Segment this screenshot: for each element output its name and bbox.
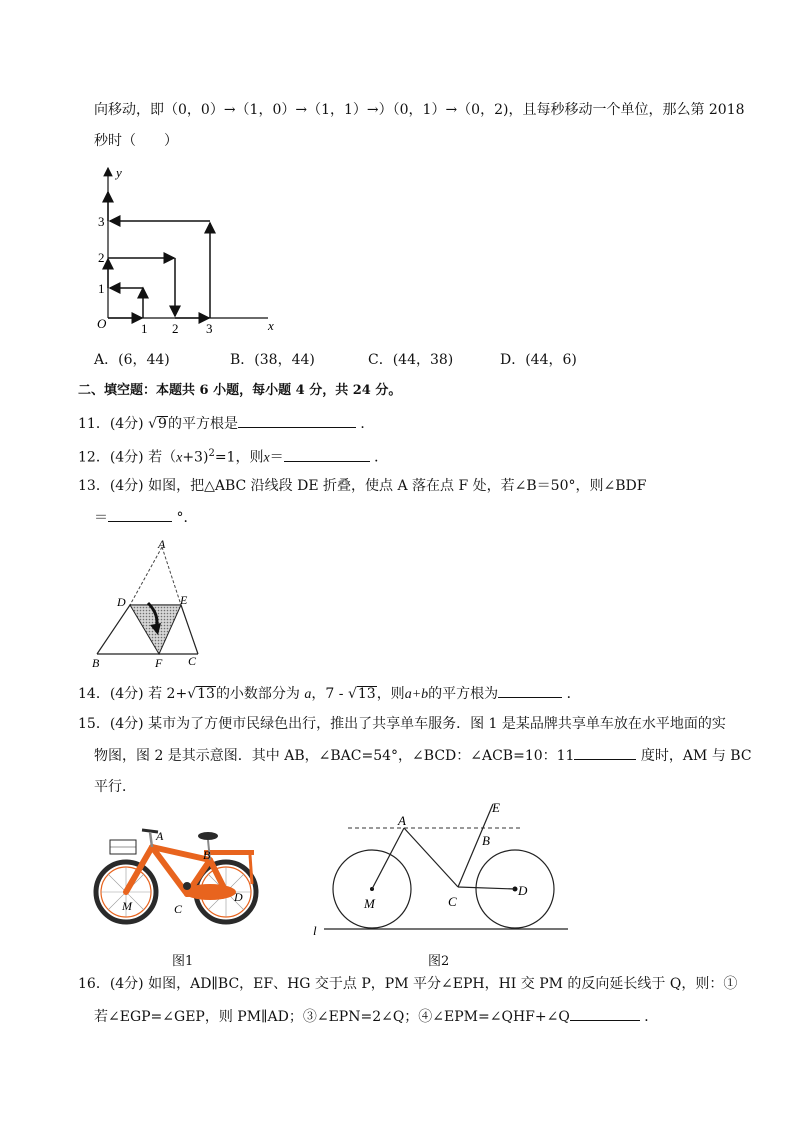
x-tick-2: 2 xyxy=(172,321,179,336)
bicycle-schematic-figure xyxy=(310,798,575,940)
fig1-label-b: B xyxy=(203,848,211,862)
x-tick-1: 1 xyxy=(141,321,148,336)
origin-label: O xyxy=(97,316,107,331)
q14 xyxy=(78,683,581,705)
q12-mid: +3) xyxy=(182,449,209,466)
q12-eq: ＝ xyxy=(269,449,284,466)
q10-option-b: B．(38，44) xyxy=(230,352,315,368)
q14-mid: 的小数部分为 xyxy=(215,686,305,702)
q11-text: 的平方根是 xyxy=(167,416,238,432)
fig2-label-m: M xyxy=(364,896,375,911)
q16-line2-text: 若∠EGP=∠GEP，则 PM∥AD；③∠EPN=2∠Q；④∠EPM=∠QHF+∠Q xyxy=(94,1009,570,1025)
q12-answer-blank[interactable] xyxy=(284,447,370,462)
q10-line2: 秒时（ ） xyxy=(94,133,178,149)
q15-line2-pre: 物图，图 2 是其示意图．其中 AB，∠BAC=54°，∠BCD：∠ACB=10：11 xyxy=(94,748,575,764)
q15-line2-post: 度时，AM 与 BC xyxy=(640,748,752,764)
q13-degree: °． xyxy=(176,510,198,526)
q14-var-a: a xyxy=(304,687,312,702)
q16-line1: 16．(4分) 如图，AD∥BC，EF、HG 交于点 P，PM 平分∠EPH，HI 交 PM 的反向延长线于 Q，则：① xyxy=(78,976,738,992)
q12 xyxy=(78,444,388,469)
q11-end: ． xyxy=(360,416,375,432)
q13-label-b: B xyxy=(92,656,100,670)
q12-num: 12．(4分) 若（ xyxy=(78,449,177,466)
q14-tail: 的平方根为 xyxy=(428,686,499,702)
fig2-label-l: l xyxy=(313,923,317,938)
fig2-label-d: D xyxy=(518,883,528,898)
q16-line2 xyxy=(94,1006,658,1027)
q14-mid2: ，7 - xyxy=(311,686,348,702)
y-axis-label: y xyxy=(116,165,122,180)
q13-eq: ＝ xyxy=(94,510,108,526)
y-tick-2: 2 xyxy=(98,250,105,265)
q14-var-ab: a+b xyxy=(404,687,429,702)
q16-answer-blank[interactable] xyxy=(570,1006,640,1021)
fig1-label-m: M xyxy=(122,899,132,913)
q10-option-c: C．(44，38) xyxy=(368,352,454,368)
q12-var-x2: x xyxy=(263,450,270,466)
q13-label-d: D xyxy=(117,595,126,609)
q13-label-f: F xyxy=(155,656,163,670)
q13-label-c: C xyxy=(188,654,197,668)
q12-mid2: =1，则 xyxy=(214,449,264,466)
fig1-label-a: A xyxy=(156,829,164,843)
q13-label-a: A xyxy=(158,537,166,551)
fig2-label-b: B xyxy=(482,833,490,848)
q14-answer-blank[interactable] xyxy=(498,683,562,698)
fig2-label-a: A xyxy=(398,813,406,828)
x-axis-label: x xyxy=(268,318,274,333)
q10-option-a: A．(6，44) xyxy=(94,352,170,368)
q13-line2 xyxy=(94,507,197,528)
fig1-caption: 图1 xyxy=(172,954,194,969)
q13-answer-blank[interactable] xyxy=(108,507,172,522)
q15-answer-blank[interactable] xyxy=(574,745,636,760)
q15-line2 xyxy=(94,745,752,766)
q14-mid3: ，则 xyxy=(376,686,405,702)
q14-end: ． xyxy=(566,686,581,702)
q16-end: ． xyxy=(644,1009,659,1025)
q11-answer-blank[interactable] xyxy=(238,413,356,428)
q11-num: 11．(4分) xyxy=(78,416,144,432)
q10-line1: 向移动，即（0，0）→（1，0）→（1，1）→）（0，1）→（0，2)，且每秒移动一个单位，那么第 2018 xyxy=(94,102,745,118)
q10-option-d: D．(44，6) xyxy=(500,352,577,368)
sqrt-9: √9 xyxy=(148,416,167,432)
q11 xyxy=(78,413,374,434)
sqrt-13-a: √13 xyxy=(187,686,215,702)
y-tick-3: 3 xyxy=(98,214,105,229)
q14-pre: 14．(4分) 若 2+ xyxy=(78,686,188,702)
section2-header: 二、填空题：本题共 6 小题，每小题 4 分，共 24 分。 xyxy=(78,383,402,398)
q12-end: ． xyxy=(374,449,389,466)
q12-exponent: 2 xyxy=(208,448,215,459)
fig2-label-e: E xyxy=(492,800,500,815)
fig2-caption: 图2 xyxy=(428,954,450,969)
q10-coordinate-graph xyxy=(88,162,288,342)
q12-var-x: x xyxy=(176,450,183,466)
q13-label-e: E xyxy=(180,593,188,607)
y-tick-1: 1 xyxy=(98,281,105,296)
sqrt-13-b: √13 xyxy=(347,686,376,702)
q13-fold-triangle-figure xyxy=(88,537,208,672)
q15-line1: 15．(4分) 某市为了方便市民绿色出行，推出了共享单车服务．图 1 是某品牌共享单车放在水平地面的实 xyxy=(78,716,726,732)
fig1-label-d: D xyxy=(234,890,243,904)
q15-line3: 平行． xyxy=(94,779,136,795)
fig2-label-c: C xyxy=(448,894,457,909)
q13-line1: 13．(4分) 如图，把△ABC 沿线段 DE 折叠，使点 A 落在点 F 处，若∠B＝50°，则∠BDF xyxy=(78,478,647,494)
x-tick-3: 3 xyxy=(206,321,213,336)
bicycle-photo-figure xyxy=(92,822,264,930)
fig1-label-c: C xyxy=(174,902,183,916)
